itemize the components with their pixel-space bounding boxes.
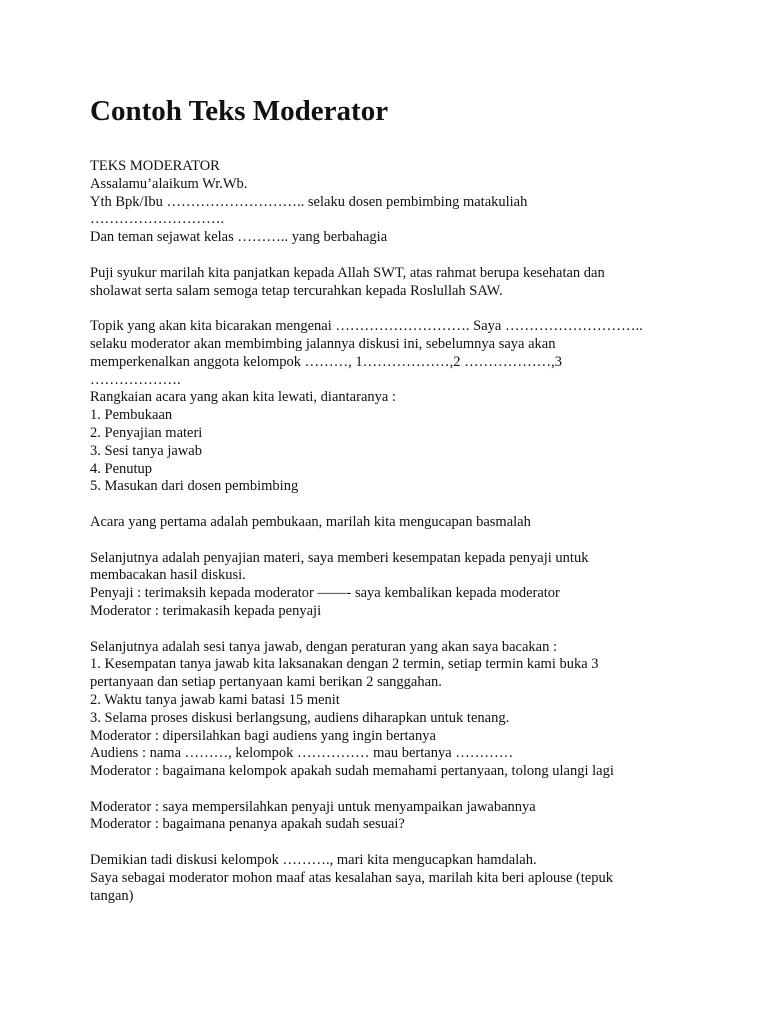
text-line: Topik yang akan kita bicarakan mengenai ………………………. Saya ……………………….. xyxy=(90,318,643,335)
text-line: Yth Bpk/Ibu ……………………….. selaku dosen pembimbing matakuliah xyxy=(90,193,528,210)
text-line: selaku moderator akan membimbing jalannya diskusi ini, sebelumnya saya akan xyxy=(90,335,556,352)
text-line: Moderator : saya mempersilahkan penyaji untuk menyampaikan jawabannya xyxy=(90,798,536,815)
text-line: Moderator : terimakasih kepada penyaji xyxy=(90,602,322,619)
document-body xyxy=(90,158,730,905)
text-line: 3. Sesi tanya jawab xyxy=(90,442,202,459)
text-line: Saya sebagai moderator mohon maaf atas kesalahan saya, marilah kita beri aplouse (tepuk xyxy=(90,869,614,886)
text-line: 2. Penyajian materi xyxy=(90,424,203,441)
paragraph-gap xyxy=(90,781,730,799)
text-line: membacakan hasil diskusi. xyxy=(90,567,246,584)
text-line: TEKS MODERATOR xyxy=(90,158,220,174)
text-line: ………………. xyxy=(90,371,181,388)
paragraph-gap xyxy=(90,834,730,852)
text-line: 1. Pembukaan xyxy=(90,407,173,424)
text-line: Moderator : bagaimana penanya apakah sudah sesuai? xyxy=(90,816,405,833)
text-line: tangan) xyxy=(90,887,134,904)
text-line: Audiens : nama ………, kelompok …………… mau bertanya ………… xyxy=(90,745,514,762)
text-line: Assalamu’alaikum Wr.Wb. xyxy=(90,175,248,192)
text-line: sholawat serta salam semoga tetap tercurahkan kepada Roslullah SAW. xyxy=(90,282,503,299)
text-line: 2. Waktu tanya jawab kami batasi 15 menit xyxy=(90,691,340,708)
text-line: Rangkaian acara yang akan kita lewati, diantaranya : xyxy=(90,389,396,406)
text-line: Moderator : dipersilahkan bagi audiens yang ingin bertanya xyxy=(90,727,436,744)
text-line: Acara yang pertama adalah pembukaan, marilah kita mengucapan basmalah xyxy=(90,513,531,530)
document-title: Contoh Teks Moderator xyxy=(90,95,389,127)
paragraph-gap xyxy=(90,621,730,639)
text-line: Selanjutnya adalah sesi tanya jawab, dengan peraturan yang akan saya bacakan : xyxy=(90,638,558,655)
text-line: Selanjutnya adalah penyajian materi, saya memberi kesempatan kepada penyaji untuk xyxy=(90,549,589,566)
text-line: ………………………. xyxy=(90,211,225,228)
text-line: Demikian tadi diskusi kelompok ………., mari kita mengucapkan hamdalah. xyxy=(90,852,537,869)
paragraph-gap xyxy=(90,532,730,550)
paragraph-gap xyxy=(90,496,730,514)
document-page xyxy=(90,92,730,905)
text-line: pertanyaan dan setiap pertanyaan kami berikan 2 sanggahan. xyxy=(90,674,442,691)
text-line: 5. Masukan dari dosen pembimbing xyxy=(90,478,299,495)
paragraph-gap xyxy=(90,300,730,318)
text-line: 1. Kesempatan tanya jawab kita laksanakan dengan 2 termin, setiap termin kami buka 3 xyxy=(90,656,599,673)
text-line: 4. Penutup xyxy=(90,460,153,477)
text-line: memperkenalkan anggota kelompok ………, 1………………,2 ………………,3 xyxy=(90,353,562,370)
text-line: 3. Selama proses diskusi berlangsung, audiens diharapkan untuk tenang. xyxy=(90,709,510,726)
text-line: Penyaji : terimaksih kepada moderator ——- saya kembalikan kepada moderator xyxy=(90,585,560,602)
text-line: Dan teman sejawat kelas ……….. yang berbahagia xyxy=(90,229,388,246)
paragraph-gap xyxy=(90,247,730,265)
text-line: Moderator : bagaimana kelompok apakah sudah memahami pertanyaan, tolong ulangi lagi xyxy=(90,763,614,780)
text-line: Puji syukur marilah kita panjatkan kepada Allah SWT, atas rahmat berupa kesehatan dan xyxy=(90,264,605,281)
